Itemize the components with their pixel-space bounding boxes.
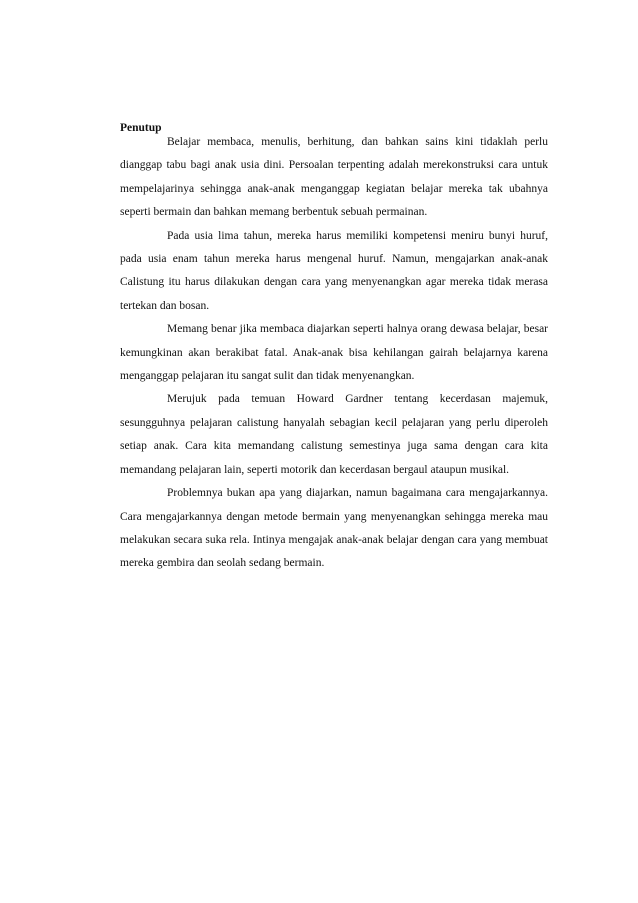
- paragraph-1: Belajar membaca, menulis, berhitung, dan bahkan sains kini tidaklah perlu dianggap tabu bagi anak usia dini. Persoalan terpenting adalah merekonstruksi cara untuk mempelajarinya sehingga anak-anak menganggap kegiatan belajar mereka tak ubahnya seperti bermain dan bahkan memang berbentuk sebuah permainan.: [120, 136, 548, 219]
- paragraph-4: Merujuk pada temuan Howard Gardner tentang kecerdasan majemuk, sesungguhnya pelajaran calistung hanyalah sebagian kecil pelajaran yang perlu diperoleh setiap anak. Cara kita memandang calistung semestinya juga sama dengan cara kita memandang pelajaran lain, seperti motorik dan kecerdasan bergaul ataupun musikal.: [120, 393, 548, 476]
- paragraph-2: Pada usia lima tahun, mereka harus memiliki kompetensi meniru bunyi huruf, pada usia enam tahun mereka harus mengenal huruf. Namun, mengajarkan anak-anak Calistung itu harus dilakukan dengan cara yang menyenangkan agar mereka tidak merasa tertekan dan bosan.: [120, 229, 548, 312]
- section-heading: Penutup: [120, 122, 162, 134]
- paragraph-5: Problemnya bukan apa yang diajarkan, namun bagaimana cara mengajarkannya. Cara mengajarkannya dengan metode bermain yang menyenangkan sehingga mereka mau melakukan secara suka rela. Intinya mengajak anak-anak belajar dengan cara yang membuat mereka gembira dan seolah sedang bermain.: [120, 487, 548, 570]
- document-body: [120, 121, 548, 576]
- paragraph-3: Memang benar jika membaca diajarkan seperti halnya orang dewasa belajar, besar kemungkinan akan berakibat fatal. Anak-anak bisa kehilangan gairah belajarnya karena menganggap pelajaran itu sangat sulit dan tidak menyenangkan.: [120, 323, 548, 383]
